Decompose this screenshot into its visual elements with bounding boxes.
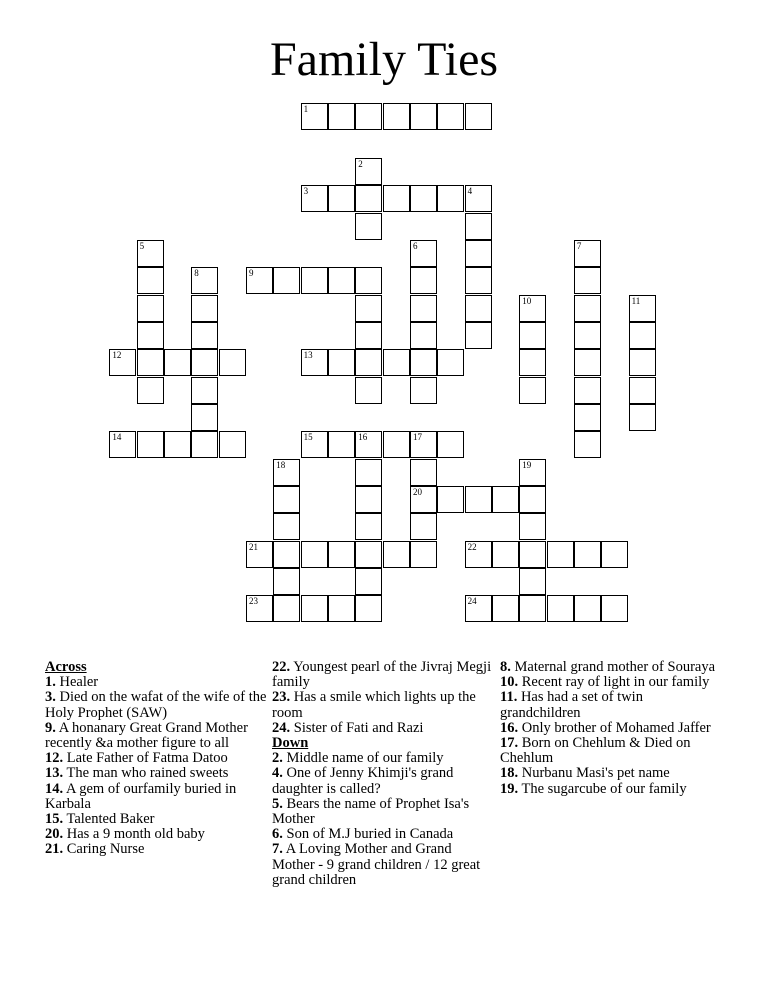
clue-column-3 [500,660,722,797]
clue-across-1: 1. Healer [45,674,99,691]
grid-cell[interactable] [574,322,601,349]
grid-cell[interactable] [109,349,136,376]
grid-cell[interactable] [383,103,410,130]
grid-cell[interactable] [355,541,382,568]
clue-number: 18 [276,459,286,470]
grid-cell[interactable] [383,349,410,376]
grid-cell[interactable] [355,595,382,622]
clue-number: 3 [303,186,309,197]
grid-cell[interactable] [246,267,273,294]
grid-cell[interactable] [519,295,546,322]
clue-number: 2 [358,158,363,169]
grid-cell[interactable] [273,267,300,294]
grid-cell[interactable] [355,459,382,486]
grid-cell[interactable] [519,568,546,595]
grid-cell[interactable] [191,377,218,404]
grid-cell[interactable] [629,322,656,349]
clue-number: 20 [412,486,422,497]
clue-down-16: 16. Only brother of Mohamed Jaffer [500,719,711,736]
grid-cell[interactable] [191,267,218,294]
grid-cell[interactable] [355,513,382,540]
grid-cell[interactable] [137,431,164,458]
grid-cell[interactable] [383,185,410,212]
clue-column-2 [272,660,494,888]
clue-across-21: 21. Caring Nurse [45,841,145,858]
clue-down-19: 19. The sugarcube of our family [500,780,687,797]
grid-cell[interactable] [410,486,437,513]
grid-cell[interactable] [355,295,382,322]
grid-cell[interactable] [328,541,355,568]
grid-cell[interactable] [273,513,300,540]
grid-cell[interactable] [383,431,410,458]
grid-cell[interactable] [273,595,300,622]
grid-cell[interactable] [601,595,628,622]
grid-cell[interactable] [191,404,218,431]
clue-number: 4 [467,186,473,197]
clue-across-20: 20. Has a 9 month old baby [45,826,205,843]
clue-number: 11 [631,295,641,306]
grid-cell[interactable] [465,595,492,622]
clue-number: 6 [412,240,418,251]
grid-cell[interactable] [629,377,656,404]
clue-down-10: 10. Recent ray of light in our family [500,674,710,691]
clue-down-7: 7. A Loving Mother and Grand Mother - 9 grand children / 12 great grand children [272,841,481,888]
grid-cell[interactable] [410,513,437,540]
grid-cell[interactable] [519,513,546,540]
grid-cell[interactable] [465,267,492,294]
grid-cell[interactable] [410,267,437,294]
grid-cell[interactable] [355,349,382,376]
grid-cell[interactable] [328,267,355,294]
grid-cell[interactable] [519,322,546,349]
grid-cell[interactable] [137,295,164,322]
clue-across-15: 15. Talented Baker [45,811,155,828]
grid-cell[interactable] [410,103,437,130]
grid-cell[interactable] [301,103,328,130]
clue-down-17: 17. Born on Chehlum & Died on Chehlum [500,735,691,767]
grid-cell[interactable] [191,431,218,458]
grid-cell[interactable] [246,595,273,622]
clue-across-14: 14. A gem of ourfamily buried in Karbala [45,780,237,812]
grid-cell[interactable] [574,349,601,376]
grid-cell[interactable] [301,267,328,294]
grid-cell[interactable] [410,377,437,404]
across-heading: Across [45,659,87,675]
grid-cell[interactable] [137,349,164,376]
grid-cell[interactable] [219,431,246,458]
clue-down-8: 8. Maternal grand mother of Souraya [500,659,716,675]
grid-cell[interactable] [437,486,464,513]
grid-cell[interactable] [273,486,300,513]
grid-cell[interactable] [629,349,656,376]
grid-cell[interactable] [574,404,601,431]
grid-cell[interactable] [355,377,382,404]
clue-number: 16 [358,432,368,443]
grid-cell[interactable] [273,541,300,568]
clue-number: 1 [303,104,309,115]
grid-cell[interactable] [519,595,546,622]
grid-cell[interactable] [410,185,437,212]
clue-number: 22 [467,541,477,552]
grid-cell[interactable] [410,349,437,376]
grid-cell[interactable] [355,568,382,595]
clue-across-23: 23. Has a smile which lights up the room [272,689,476,721]
clue-across-13: 13. The man who rained sweets [45,765,229,782]
clue-number: 23 [248,596,258,607]
grid-cell[interactable] [301,349,328,376]
grid-cell[interactable] [492,541,519,568]
grid-cell[interactable] [301,185,328,212]
grid-cell[interactable] [519,486,546,513]
clue-number: 12 [112,350,122,361]
grid-cell[interactable] [410,295,437,322]
grid-cell[interactable] [273,459,300,486]
clue-down-4: 4. One of Jenny Khimji's grand daughter is called? [272,765,454,797]
grid-cell[interactable] [465,103,492,130]
grid-cell[interactable] [355,185,382,212]
grid-cell[interactable] [137,322,164,349]
grid-cell[interactable] [355,103,382,130]
grid-cell[interactable] [355,158,382,185]
grid-cell[interactable] [410,459,437,486]
grid-cell[interactable] [601,541,628,568]
grid-cell[interactable] [137,240,164,267]
grid-cell[interactable] [519,377,546,404]
clue-number: 7 [576,240,582,251]
grid-cell[interactable] [328,431,355,458]
clue-number: 21 [248,541,258,552]
grid-cell[interactable] [137,267,164,294]
grid-cell[interactable] [164,431,191,458]
grid-cell[interactable] [301,595,328,622]
clue-down-18: 18. Nurbanu Masi's pet name [500,765,670,782]
grid-cell[interactable] [191,349,218,376]
grid-cell[interactable] [410,431,437,458]
grid-cell[interactable] [574,240,601,267]
clue-down-6: 6. Son of M.J buried in Canada [272,826,454,843]
grid-cell[interactable] [465,240,492,267]
grid-cell[interactable] [547,595,574,622]
grid-cell[interactable] [437,431,464,458]
grid-cell[interactable] [465,295,492,322]
grid-cell[interactable] [410,240,437,267]
grid-cell[interactable] [465,486,492,513]
down-heading: Down [272,735,309,752]
grid-cell[interactable] [465,185,492,212]
grid-cell[interactable] [273,568,300,595]
grid-cell[interactable] [328,103,355,130]
grid-cell[interactable] [355,267,382,294]
clue-down-11: 11. Has had a set of twin grandchildren [500,689,643,721]
clue-number: 5 [139,240,145,251]
grid-cell[interactable] [301,431,328,458]
grid-cell[interactable] [629,295,656,322]
clue-number: 8 [194,268,199,279]
clue-number: 15 [303,432,313,443]
grid-cell[interactable] [465,322,492,349]
grid-cell[interactable] [383,541,410,568]
clue-column-1 [45,660,270,858]
grid-cell[interactable] [574,541,601,568]
grid-cell[interactable] [355,213,382,240]
grid-cell[interactable] [437,103,464,130]
clue-across-3: 3. Died on the wafat of the wife of the Holy Prophet (SAW) [45,689,267,721]
grid-cell[interactable] [492,486,519,513]
grid-cell[interactable] [574,295,601,322]
grid-cell[interactable] [465,541,492,568]
grid-cell[interactable] [519,541,546,568]
grid-cell[interactable] [328,349,355,376]
grid-cell[interactable] [437,349,464,376]
grid-cell[interactable] [137,377,164,404]
grid-cell[interactable] [191,322,218,349]
clue-across-22: 22. Youngest pearl of the Jivraj Megji family [272,659,492,691]
page-title: Family Ties [269,33,499,86]
grid-cell[interactable] [109,431,136,458]
clue-number: 13 [303,350,313,361]
clue-number: 9 [248,268,254,279]
grid-cell[interactable] [465,213,492,240]
grid-cell[interactable] [301,541,328,568]
grid-cell[interactable] [191,295,218,322]
grid-cell[interactable] [574,377,601,404]
grid-cell[interactable] [410,541,437,568]
grid-cell[interactable] [629,404,656,431]
clue-down-2: 2. Middle name of our family [272,750,444,767]
grid-cell[interactable] [328,185,355,212]
grid-cell[interactable] [355,322,382,349]
grid-cell[interactable] [246,541,273,568]
clue-number: 14 [112,432,122,443]
grid-cell[interactable] [547,541,574,568]
grid-cell[interactable] [574,431,601,458]
clue-number: 10 [522,295,532,306]
grid-cell[interactable] [164,349,191,376]
grid-cell[interactable] [519,349,546,376]
clue-across-24: 24. Sister of Fati and Razi [272,719,424,736]
grid-cell[interactable] [219,349,246,376]
clue-down-5: 5. Bears the name of Prophet Isa's Mother [272,795,470,828]
grid-cell[interactable] [437,185,464,212]
grid-cell[interactable] [355,431,382,458]
clue-number: 19 [522,459,532,470]
grid-cell[interactable] [355,486,382,513]
grid-cell[interactable] [492,595,519,622]
clue-across-9: 9. A honanary Great Grand Mother recently &a mother figure to all [45,719,248,752]
grid-cell[interactable] [410,322,437,349]
clue-number: 24 [467,596,477,607]
grid-cell[interactable] [574,267,601,294]
grid-cell[interactable] [519,459,546,486]
grid-cell[interactable] [328,595,355,622]
clue-number: 17 [412,432,422,443]
clue-across-12: 12. Late Father of Fatma Datoo [45,750,228,767]
grid-cell[interactable] [574,595,601,622]
